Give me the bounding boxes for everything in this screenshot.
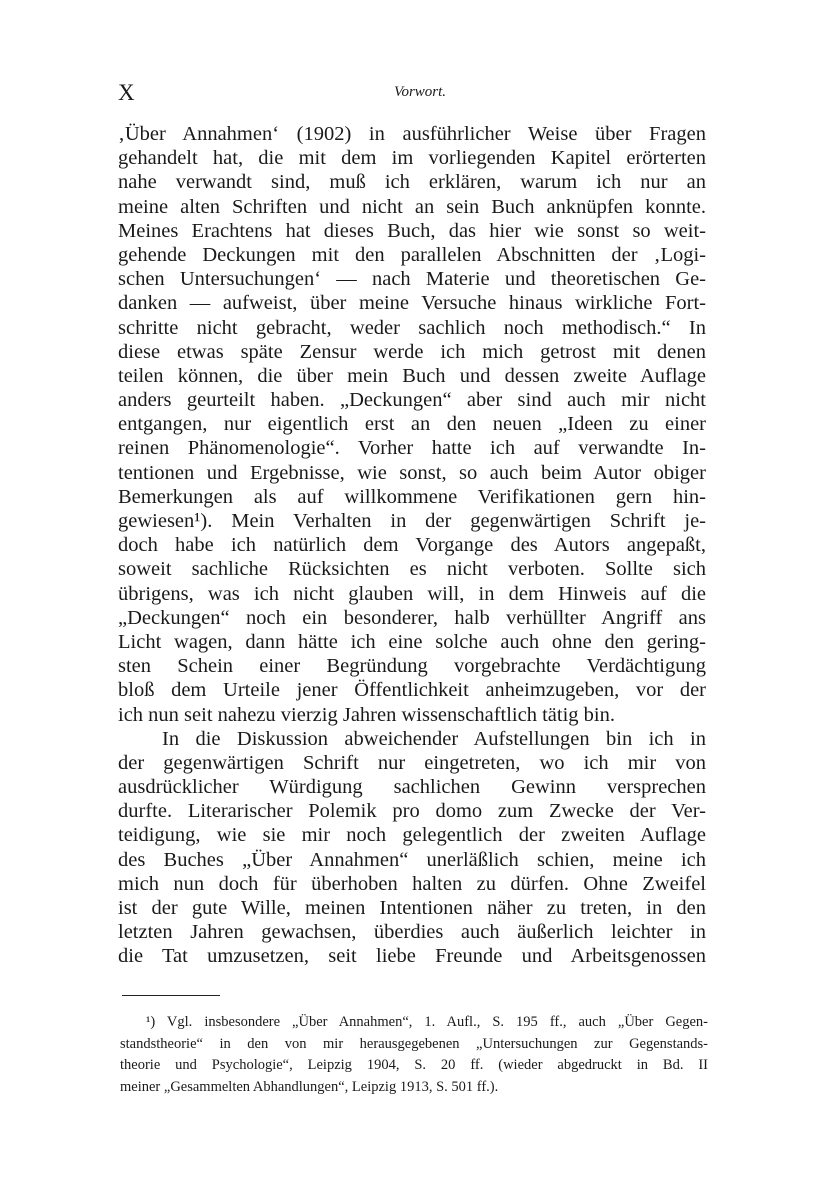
text-line: letzten Jahren gewachsen, überdies auch äußerlich leichter in [118, 921, 706, 944]
footnotes [120, 1012, 708, 1098]
text-line: diese etwas späte Zensur werde ich mich getrost mit denen [118, 340, 706, 363]
text-line: ‚Über Annahmen‘ (1902) in ausführlicher Weise über Fragen [118, 123, 706, 145]
text-line: reinen Phänomenologie“. Vorher hatte ich auf verwandte In- [118, 437, 706, 460]
text-line: sten Schein einer Begründung vorgebrachte Verdächtigung [118, 655, 706, 678]
text-line: entgangen, nur eigentlich erst an den neuen „Ideen zu einer [118, 413, 706, 436]
text-line: gehandelt hat, die mit dem im vorliegenden Kapitel erörterten [118, 147, 706, 170]
text-line: ausdrücklicher Würdigung sachlichen Gewinn versprechen [118, 776, 706, 799]
footnote-line: meiner „Gesammelten Abhandlungen“, Leipzig 1913, S. 501 ff.). [120, 1078, 499, 1095]
text-line: In die Diskussion abweichender Aufstellungen bin ich in [162, 727, 706, 750]
text-line: übrigens, was ich nicht glauben will, in dem Hinweis auf die [118, 582, 706, 605]
text-line: danken — aufweist, über meine Versuche hinaus wirkliche Fort- [118, 292, 706, 315]
text-line: der gegenwärtigen Schrift nur eingetreten, wo ich mir von [118, 751, 706, 774]
text-line: gehende Deckungen mit den parallelen Abschnitten der ‚Logi- [118, 243, 706, 266]
text-line: die Tat umzusetzen, seit liebe Freunde und Arbeitsgenossen [118, 945, 706, 968]
text-line: durfte. Literarischer Polemik pro domo zum Zwecke der Ver- [118, 800, 706, 823]
text-line: bloß dem Urteile jener Öffentlichkeit anheimzugeben, vor der [118, 679, 706, 702]
footnote-divider [122, 995, 220, 996]
text-line: Bemerkungen als auf willkommene Verifikationen gern hin- [118, 485, 706, 508]
text-line: schen Untersuchungen‘ — nach Materie und theoretischen Ge- [118, 268, 706, 291]
text-line: teidigung, wie sie mir noch gelegentlich der zweiten Auflage [118, 824, 706, 847]
text-line: mich nun doch für überhoben halten zu dürfen. Ohne Zweifel [118, 872, 706, 895]
text-line: des Buches „Über Annahmen“ unerläßlich schien, meine ich [118, 848, 706, 871]
text-line: tentionen und Ergebnisse, wie sonst, so auch beim Autor obiger [118, 461, 706, 484]
text-line: ich nun seit nahezu vierzig Jahren wissenschaftlich tätig bin. [118, 703, 615, 726]
text-line: soweit sachliche Rücksichten es nicht verboten. Sollte sich [118, 558, 706, 581]
text-line: teilen können, die über mein Buch und dessen zweite Auflage [118, 364, 706, 387]
text-line: „Deckungen“ noch ein besonderer, halb verhüllter Angriff ans [118, 606, 706, 629]
text-line: Licht wagen, dann hätte ich eine solche auch ohne den gering- [118, 630, 706, 653]
text-line: nahe verwandt sind, muß ich erklären, warum ich nur an [118, 171, 706, 194]
text-line: schritte nicht gebracht, weder sachlich noch methodisch.“ In [118, 316, 706, 339]
page-number: X [118, 80, 136, 105]
text-line: anders geurteilt haben. „Deckungen“ aber sind auch mir nicht [118, 389, 706, 412]
text-line: gewiesen¹). Mein Verhalten in der gegenwärtigen Schrift je- [118, 510, 706, 532]
footnote-line: ¹) Vgl. insbesondere „Über Annahmen“, 1. Aufl., S. 195 ff., auch „Über Gegen- [146, 1014, 708, 1030]
running-title: Vorwort. [393, 84, 447, 100]
footnote-line: standstheorie“ in den von mir herausgegebenen „Untersuchungen zur Gegenstands- [120, 1035, 708, 1052]
body-text [118, 122, 706, 969]
text-line: meine alten Schriften und nicht an sein Buch anknüpfen konnte. [118, 195, 706, 218]
text-line: doch habe ich natürlich dem Vorgange des Autors angepaßt, [118, 534, 706, 557]
text-line: Meines Erachtens hat dieses Buch, das hier wie sonst so weit- [118, 219, 706, 242]
text-line: ist der gute Wille, meinen Intentionen näher zu treten, in den [118, 897, 706, 919]
footnote-line: theorie und Psychologie“, Leipzig 1904, S. 20 ff. (wieder abgedruckt in Bd. II [120, 1057, 708, 1073]
